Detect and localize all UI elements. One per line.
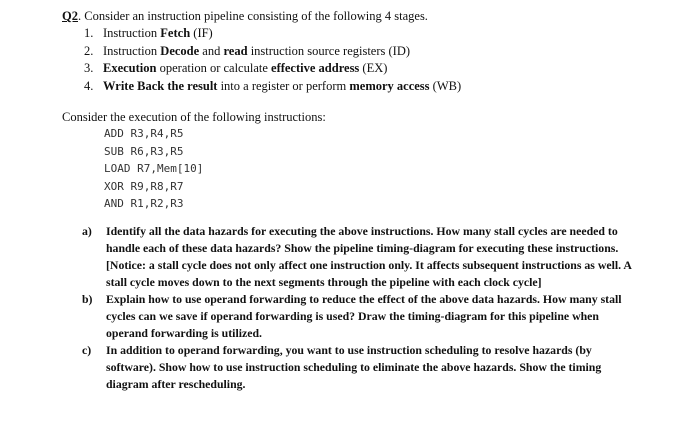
stage-item: 1. Instruction Fetch (IF) (84, 25, 461, 43)
stage-text: Write Back the result into a register or perform memory access (WB) (103, 78, 462, 93)
stage-text: Instruction Fetch (IF) (103, 26, 213, 40)
instruction-line: XOR R9,R8,R7 (104, 179, 184, 193)
pipeline-stage-list (84, 25, 461, 95)
stage-item: 2. Instruction Decode and read instruction source registers (ID) (84, 43, 461, 61)
instructions-intro: Consider the execution of the following instructions: (62, 110, 326, 124)
sub-question-c: c) In addition to operand forwarding, you want to use instruction scheduling to resolve hazards (by software). Show how to use instruction scheduling to eliminate the above hazards. Show the timing diagram after rescheduling. (82, 343, 602, 391)
sub-question-b: b) Explain how to use operand forwarding to reduce the effect of the above data hazards. How many stall cycles can we save if operand forwarding is used? Draw the timing-diagram for this pipeline when operand forwarding is utilized. (82, 292, 622, 340)
stage-item: 3. Execution operation or calculate effective address (EX) (84, 60, 461, 78)
instruction-line: ADD R3,R4,R5 (104, 127, 184, 140)
stage-item: 4. Write Back the result into a register or perform memory access (WB) (84, 78, 461, 96)
question-heading (62, 8, 428, 25)
instruction-list (104, 125, 203, 213)
stage-text: Execution operation or calculate effective address (EX) (103, 61, 388, 75)
question-intro: . Consider an instruction pipeline consisting of the following 4 stages. (77, 9, 428, 23)
question-number: Q2 (62, 9, 78, 23)
instruction-line: LOAD R7,Mem[10] (104, 162, 204, 175)
instruction-line: AND R1,R2,R3 (104, 197, 184, 210)
instruction-line: SUB R6,R3,R5 (104, 144, 184, 158)
sub-question-a: a) Identify all the data hazards for executing the above instructions. How many stall cycles are needed to handle each of these data hazards? Show the pipeline timing-diagram for executing these instructions. [Notice: a stall cycle does not only affect one instruction only. It affects subsequent instructions as well. A stall cycle moves down to the next segments through the pipeline with each clock cycle] (82, 224, 632, 289)
sub-question-list (82, 223, 642, 393)
stage-text: Instruction Decode and read instruction source registers (ID) (103, 43, 411, 58)
